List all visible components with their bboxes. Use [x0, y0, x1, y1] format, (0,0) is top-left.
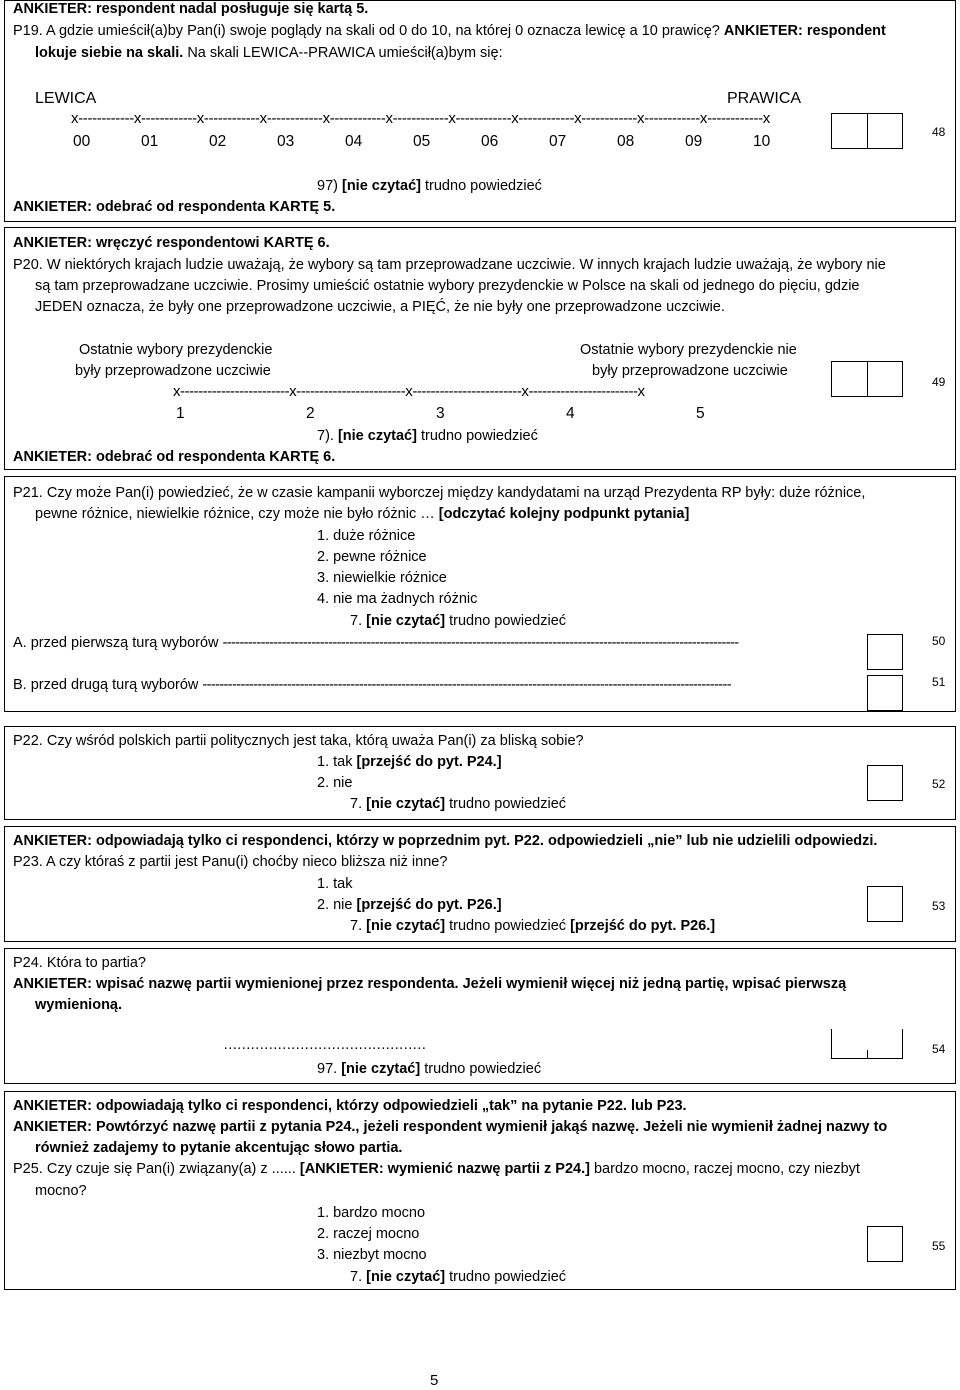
question-p21-line2	[35, 504, 689, 524]
scale-tick-label[interactable]: 02	[209, 133, 227, 150]
column-code: 55	[932, 1239, 946, 1253]
question-p21-line1: P21. Czy może Pan(i) powiedzieć, że w czasie kampanii wyborczej między kandydatami na urząd Prezydenta RP były: duże różnice,	[13, 485, 866, 501]
scale-tick-label[interactable]: 00	[73, 133, 91, 150]
do-not-read-tag: [nie czytać]	[366, 1269, 446, 1285]
instruction-p24-line2: wymienioną.	[35, 997, 123, 1013]
dont-know-option[interactable]	[317, 1059, 541, 1079]
instruction-p24-line1: ANKIETER: wpisać nazwę partii wymienionej przez respondenta. Jeżeli wymienił więcej niż jedną partię, wpisać pierwszą	[13, 976, 847, 992]
option-text: trudno powiedzieć	[424, 1061, 542, 1077]
option-number: 7.	[350, 1269, 363, 1285]
answer-box[interactable]	[867, 765, 903, 801]
scale-line: x------------x------------x------------x------------x------------x------------x------------x------------x------------x------------x------------x	[71, 110, 770, 127]
scale-right-label: PRAWICA	[727, 90, 802, 107]
dont-know-option[interactable]	[317, 426, 538, 446]
question-p23: P23. A czy któraś z partii jest Panu(i) choćby nieco bliższa niż inne?	[13, 854, 448, 870]
section-p25	[4, 1091, 956, 1290]
answer-box[interactable]	[831, 113, 903, 149]
scale-tick-label[interactable]: 10	[753, 133, 771, 150]
answer-box[interactable]	[867, 1226, 903, 1262]
answer-option-4[interactable]: 4. nie ma żadnych różnic	[317, 591, 478, 607]
item-b-label: B. przed drugą turą wyborów	[13, 677, 199, 693]
question-p21-text: pewne różnice, niewielkie różnice, czy może nie było różnic …	[35, 506, 435, 522]
skip-instruction: [przejść do pyt. P24.]	[356, 754, 502, 770]
section-p22	[4, 726, 956, 820]
leader-dashes: -----------------------------------------------------------------------------------------------------------------------------	[202, 677, 731, 693]
scale-line: x------------------------x------------------------x------------------------x------------------------x	[173, 383, 645, 400]
dont-know-option[interactable]	[350, 611, 566, 631]
question-p25-text: P25. Czy czuje się Pan(i) związany(a) z ......	[13, 1161, 296, 1177]
scale-left-label: LEWICA	[35, 90, 97, 107]
option-number: 97)	[317, 178, 338, 194]
answer-option-1[interactable]: 1. tak	[317, 876, 353, 892]
scale-left-label-1: Ostatnie wybory prezydenckie	[79, 342, 273, 358]
option-number: 7).	[317, 428, 334, 444]
leader-dashes: --------------------------------------------------------------------------------------------------------------------------	[222, 635, 739, 651]
option-text: 2. nie	[317, 897, 353, 913]
answer-option-3[interactable]: 3. niewielkie różnice	[317, 570, 447, 586]
scale-tick-label[interactable]: 5	[696, 405, 705, 422]
scale-tick-label[interactable]: 3	[436, 405, 445, 422]
answer-option-2[interactable]: 2. pewne różnice	[317, 549, 427, 565]
section-p20	[4, 227, 956, 470]
column-code-b: 51	[932, 675, 946, 689]
scale-tick-label[interactable]: 05	[413, 133, 431, 150]
option-number: 97.	[317, 1061, 338, 1077]
dont-know-option[interactable]	[317, 176, 542, 196]
do-not-read-tag: [nie czytać]	[366, 918, 446, 934]
dont-know-option[interactable]	[350, 1267, 566, 1287]
scale-left-label-2: były przeprowadzone uczciwie	[75, 363, 271, 379]
do-not-read-tag: [nie czytać]	[342, 178, 421, 194]
option-text: trudno powiedzieć	[449, 613, 567, 629]
column-code-a: 50	[932, 634, 946, 648]
question-p24: P24. Która to partia?	[13, 955, 146, 971]
column-code: 53	[932, 899, 946, 913]
question-p25-text-2: bardzo mocno, raczej mocno, czy niezbyt	[593, 1161, 860, 1177]
question-p19-line1	[13, 21, 886, 41]
instruction-p25-line2: ANKIETER: Powtórzyć nazwę partii z pytania P24., jeżeli respondent wymienił jakąś nazwę. Jeżeli nie wymienił żadnej nazwy to	[13, 1119, 888, 1135]
option-text: trudno powiedzieć	[449, 796, 567, 812]
scale-right-label-2: były przeprowadzone uczciwie	[592, 363, 788, 379]
party-name-field[interactable]: ………………………………………	[223, 1037, 426, 1053]
item-a-label: A. przed pierwszą turą wyborów	[13, 635, 219, 651]
answer-box[interactable]	[831, 361, 903, 397]
answer-option-2[interactable]: 2. raczej mocno	[317, 1226, 420, 1242]
code-entry-divider	[867, 1050, 868, 1058]
scale-tick-label[interactable]: 03	[277, 133, 295, 150]
instruction-p23: ANKIETER: odpowiadają tylko ci respondenci, którzy w poprzednim pyt. P22. odpowiedzieli „nie” lub nie udzielili odpowiedzi.	[13, 833, 878, 849]
answer-option-2[interactable]	[317, 895, 502, 915]
question-p19-line2	[35, 43, 503, 63]
instruction-p25-line1: ANKIETER: odpowiadają tylko ci respondenci, którzy odpowiedzieli „tak” na pytanie P22. lub P23.	[13, 1098, 687, 1114]
scale-tick-label[interactable]: 04	[345, 133, 363, 150]
scale-tick-label[interactable]: 01	[141, 133, 159, 150]
answer-option-1[interactable]	[317, 752, 502, 772]
instruction-inline: [ANKIETER: wymienić nazwę partii z P24.]	[299, 1161, 590, 1177]
page-number: 5	[430, 1372, 439, 1389]
option-text: trudno powiedzieć	[420, 428, 538, 444]
scale-tick-label[interactable]: 1	[176, 405, 185, 422]
scale-tick-label[interactable]: 07	[549, 133, 567, 150]
instruction-p25-line3: również zadajemy to pytanie akcentując słowo partia.	[35, 1140, 403, 1156]
item-b-row	[13, 675, 788, 695]
do-not-read-tag: [nie czytać]	[341, 1061, 421, 1077]
dont-know-option[interactable]	[350, 916, 715, 936]
option-text: trudno powiedzieć	[449, 918, 567, 934]
column-code: 48	[932, 125, 946, 139]
answer-option-1[interactable]: 1. bardzo mocno	[317, 1205, 426, 1221]
question-p22: P22. Czy wśród polskich partii politycznych jest taka, którą uważa Pan(i) za bliską sobie?	[13, 733, 584, 749]
option-text: trudno powiedzieć	[449, 1269, 567, 1285]
instruction-card5: ANKIETER: respondent nadal posługuje się kartą 5.	[13, 1, 369, 17]
answer-option-1[interactable]: 1. duże różnice	[317, 528, 416, 544]
instruction-give-card6: ANKIETER: wręczyć respondentowi KARTĘ 6.	[13, 235, 330, 251]
column-code: 49	[932, 375, 946, 389]
scale-tick-label[interactable]: 09	[685, 133, 703, 150]
scale-tick-label[interactable]: 4	[566, 405, 575, 422]
option-text: trudno powiedzieć	[425, 178, 542, 194]
question-p25-line1	[13, 1159, 860, 1179]
dont-know-option[interactable]	[350, 794, 566, 814]
option-number: 7.	[350, 613, 363, 629]
do-not-read-tag: [nie czytać]	[366, 796, 446, 812]
question-p20-line2: są tam przeprowadzane uczciwie. Prosimy umieścić ostatnie wybory prezydenckie w Polsce na skali od jednego do pięciu, gdzie	[35, 278, 860, 294]
question-p20-line1: P20. W niektórych krajach ludzie uważają, że wybory są tam przeprowadzane uczciwie. W innych krajach ludzie uważają, że wybory nie	[13, 257, 886, 273]
option-text: 1. tak	[317, 754, 353, 770]
question-p19-text: P19. A gdzie umieścił(a)by Pan(i) swoje poglądy na skali od 0 do 10, na której 0 oznacza lewicę a 10 prawicę?	[13, 23, 720, 39]
column-code: 54	[932, 1042, 946, 1056]
answer-box-b[interactable]	[867, 675, 903, 711]
scale-tick-label[interactable]: 06	[481, 133, 499, 150]
skip-instruction: [przejść do pyt. P26.]	[570, 918, 716, 934]
instruction-inline-2: lokuje siebie na skali.	[35, 45, 184, 61]
question-p25-line2: mocno?	[35, 1183, 87, 1199]
instruction-inline: [odczytać kolejny podpunkt pytania]	[438, 506, 690, 522]
option-number: 7.	[350, 918, 363, 934]
section-p24	[4, 948, 956, 1084]
scale-tick-label[interactable]: 2	[306, 405, 315, 422]
scale-right-label-1: Ostatnie wybory prezydenckie nie	[580, 342, 797, 358]
scale-tick-label[interactable]: 08	[617, 133, 635, 150]
option-number: 7.	[350, 796, 363, 812]
item-a-row	[13, 633, 783, 653]
answer-box-a[interactable]	[867, 634, 903, 670]
instruction-collect-card6: ANKIETER: odebrać od respondenta KARTĘ 6.	[13, 449, 336, 465]
code-entry-box[interactable]	[831, 1029, 903, 1059]
answer-option-3[interactable]: 3. niezbyt mocno	[317, 1247, 427, 1263]
answer-option-2[interactable]: 2. nie	[317, 775, 353, 791]
skip-instruction: [przejść do pyt. P26.]	[356, 897, 502, 913]
answer-box[interactable]	[867, 886, 903, 922]
column-code: 52	[932, 777, 946, 791]
instruction-collect-card5: ANKIETER: odebrać od respondenta KARTĘ 5.	[13, 199, 336, 215]
question-p20-line3: JEDEN oznacza, że były one przeprowadzone uczciwie, a PIĘĆ, że nie były one przeprowadzone uczciwie.	[35, 299, 725, 315]
do-not-read-tag: [nie czytać]	[337, 428, 417, 444]
instruction-inline: ANKIETER: respondent	[723, 23, 886, 39]
section-p21	[4, 476, 956, 712]
do-not-read-tag: [nie czytać]	[366, 613, 446, 629]
section-p19	[4, 0, 956, 222]
section-p23	[4, 826, 956, 942]
question-p19-text-2: Na skali LEWICA--PRAWICA umieścił(a)bym się:	[187, 45, 503, 61]
